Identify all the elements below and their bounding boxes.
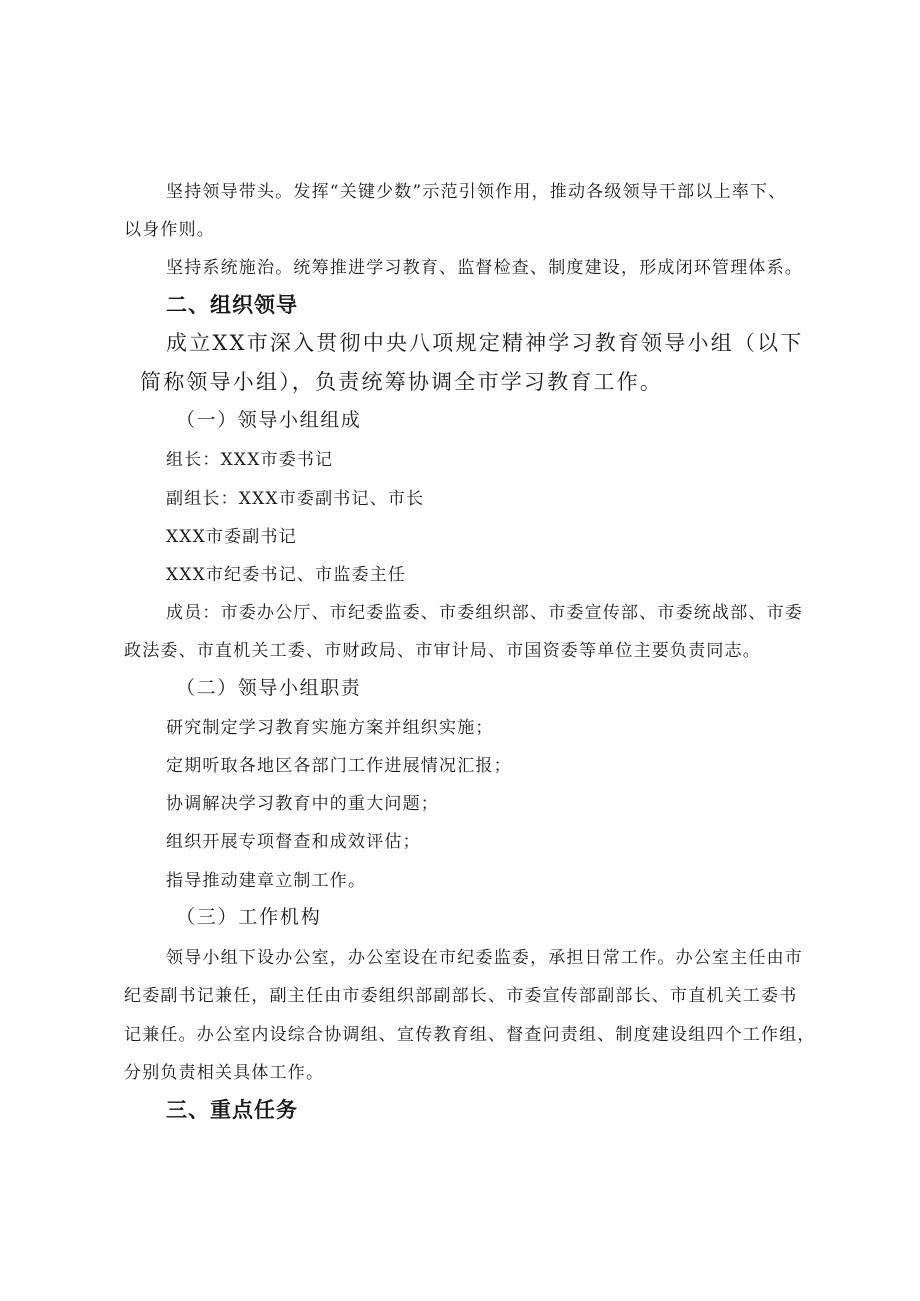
office-line2: 纪委副书记兼任，副主任由市委组织部副部长、市委宣传部副部长、市直机关工委书	[124, 986, 798, 1006]
members-line1: 成员：市委办公厅、市纪委监委、市委组织部、市委宣传部、市委统战部、市委	[166, 603, 803, 623]
para-establish-line1: 成立XX市深入贯彻中央八项规定精神学习教育领导小组（以下	[166, 331, 804, 355]
duty-item: 组织开展专项督查和成效评估；	[166, 832, 421, 852]
subheading-duties: （二）领导小组职责	[176, 677, 362, 699]
duty-item: 协调解决学习教育中的重大问题；	[166, 794, 439, 814]
duty-item: 指导推动建章立制工作。	[166, 871, 367, 891]
office-line4: 分别负责相关具体工作。	[124, 1063, 325, 1083]
para-leadership-line1: 坚持领导带头。发挥“关键少数”示范引领作用，推动各级领导干部以上率下、	[166, 182, 787, 202]
office-line1: 领导小组下设办公室，办公室设在市纪委监委，承担日常工作。办公室主任由市	[166, 948, 803, 968]
deputy-line-1: 副组长：XXX市委副书记、市长	[166, 489, 425, 509]
para-leadership-line2: 以身作则。	[124, 220, 215, 240]
subheading-office: （三）工作机构	[176, 906, 322, 928]
duty-item: 研究制定学习教育实施方案并组织实施；	[166, 718, 494, 738]
leader-line: 组长：XXX市委书记	[166, 450, 334, 470]
office-line3: 记兼任。办公室内设综合协调组、宣传教育组、督查问责组、制度建设组四个工作组，	[124, 1025, 816, 1045]
para-establish-line2: 简称领导小组），负责统筹协调全市学习教育工作。	[140, 370, 664, 394]
heading-organization: 二、组织领导	[166, 293, 298, 317]
para-system: 坚持系统施治。统筹推进学习教育、监督检查、制度建设，形成闭环管理体系。	[166, 258, 803, 278]
members-line2: 政法委、市直机关工委、市财政局、市审计局、市国资委等单位主要负责同志。	[124, 641, 761, 661]
deputy-line-2: XXX市委副书记	[166, 527, 297, 547]
duty-item: 定期听取各地区各部门工作进展情况汇报；	[166, 756, 512, 776]
heading-key-tasks: 三、重点任务	[166, 1098, 298, 1122]
subheading-composition: （一）领导小组组成	[176, 409, 362, 431]
deputy-line-3: XXX市纪委书记、市监委主任	[166, 565, 407, 585]
